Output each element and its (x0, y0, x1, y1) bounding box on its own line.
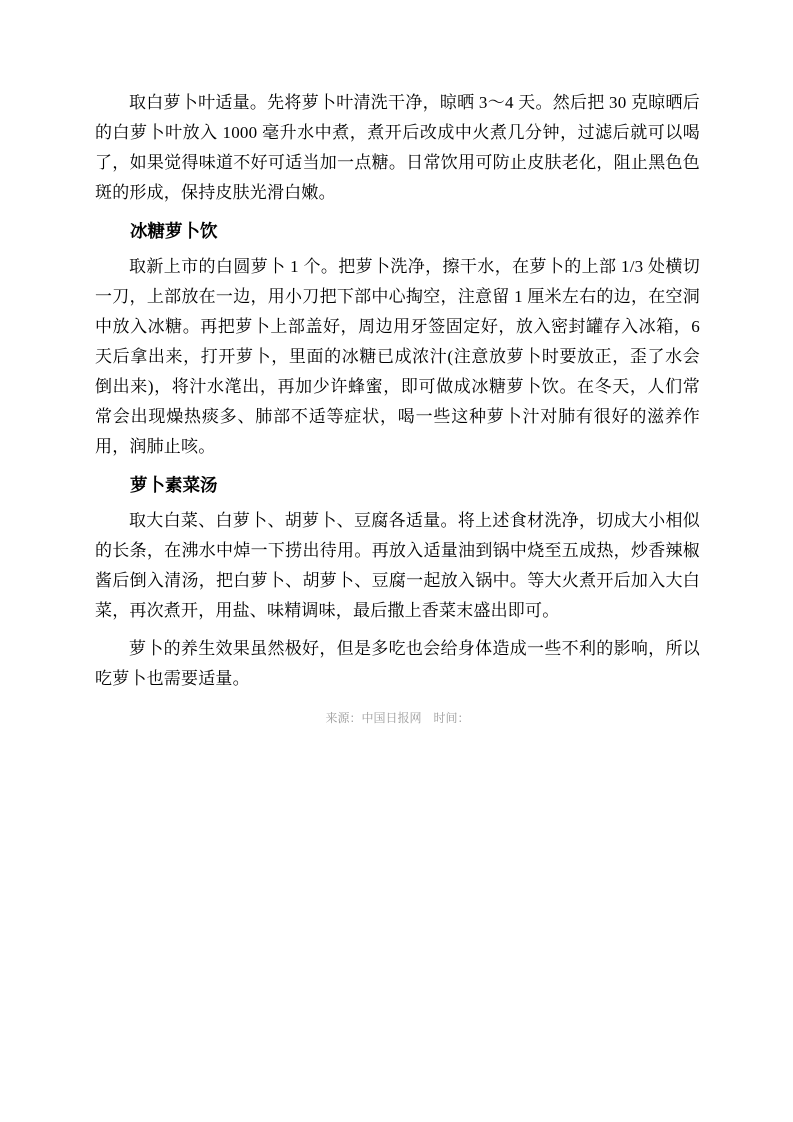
paragraph-radish-vegetable-soup: 取大白菜、白萝卜、胡萝卜、豆腐各适量。将上述食材洗净，切成大小相似的长条，在沸水中焯一下捞出待用。再放入适量油到锅中烧至五成热，炒香辣椒酱后倒入清汤，把白萝卜、胡萝卜、豆腐一起放入锅中。等大火煮开后加入大白菜，再次煮开，用盐、味精调味，最后撒上香菜末盛出即可。 (95, 511, 700, 620)
source-footer-text: 来源：中国日报网 时间： (325, 711, 470, 725)
paragraph-conclusion: 萝卜的养生效果虽然极好，但是多吃也会给身体造成一些不利的影响，所以吃萝卜也需要适量。 (95, 639, 700, 688)
heading-rock-sugar-radish-drink: 冰糖萝卜饮 (130, 221, 218, 241)
paragraph-radish-leaf-drink: 取白萝卜叶适量。先将萝卜叶清洗干净，晾晒 3～4 天。然后把 30 克晾晒后的白萝卜叶放入 1000 毫升水中煮，煮开后改成中火煮几分钟，过滤后就可以喝了，如果觉得味道不好可适当加一点糖。日常饮用可防止皮肤老化，阻止黑色色斑的形成，保持皮肤光滑白嫩。 (95, 93, 700, 202)
source-footer (95, 706, 700, 730)
heading-radish-vegetable-soup: 萝卜素菜汤 (130, 475, 218, 495)
paragraph-rock-sugar-radish-drink: 取新上市的白圆萝卜 1 个。把萝卜洗净，擦干水，在萝卜的上部 1/3 处横切一刀，上部放在一边，用小刀把下部中心掏空，注意留 1 厘米左右的边，在空洞中放入冰糖。再把萝卜上部盖好，周边用牙签固定好，放入密封罐存入冰箱，6 天后拿出来，打开萝卜，里面的冰糖已成浓汁(注意放萝卜时要放正，歪了水会倒出来)，将汁水滗出，再加少许蜂蜜，即可做成冰糖萝卜饮。在冬天，人们常常会出现燥热痰多、肺部不适等症状，喝一些这种萝卜汁对肺有很好的滋养作用，润肺止咳。 (95, 257, 700, 456)
